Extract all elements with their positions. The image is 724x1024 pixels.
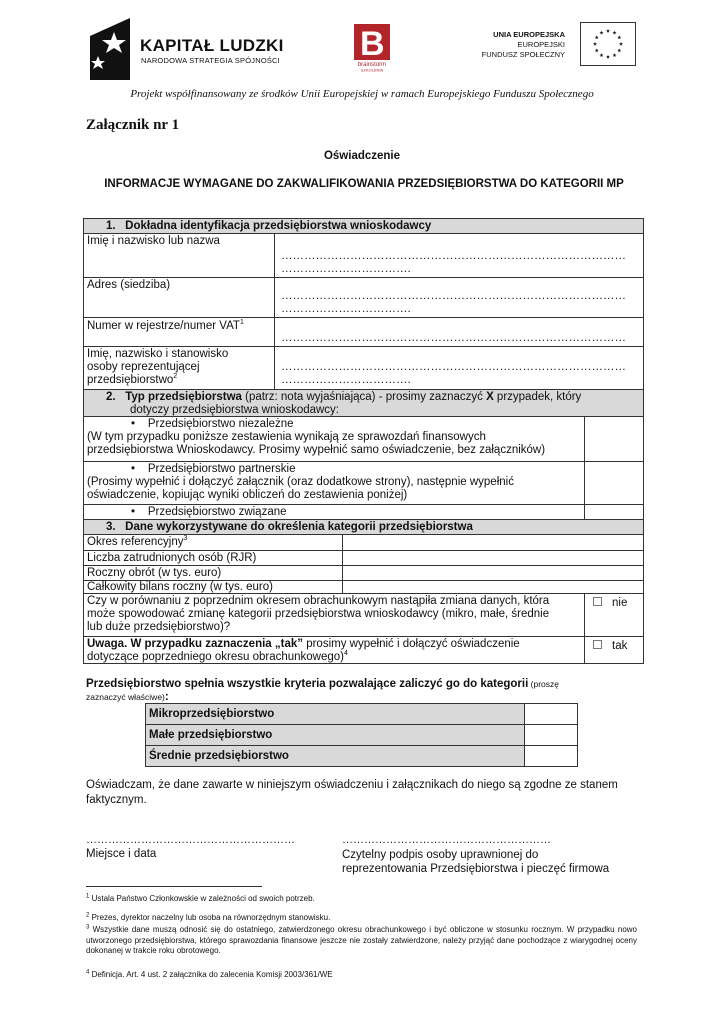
section2-title: 2. Typ przedsiębiorstwa (patrz: nota wyjaśniająca) - prosimy zaznaczyć X przypadek, który dotyczy przedsiębiorstwa wnioskodawcy:	[106, 391, 582, 416]
data-row-period	[84, 535, 643, 551]
enterprise-form-table	[83, 218, 644, 664]
brand-subtitle: NARODOWA STRATEGIA SPÓJNOŚCI	[141, 56, 280, 65]
eu-label	[440, 30, 565, 60]
vat-label	[84, 318, 274, 346]
rep-footnote-ref: 2	[173, 373, 178, 381]
address-label: Adres (siedziba)	[87, 279, 171, 291]
brand-title: KAPITAŁ LUDZKI	[140, 36, 284, 55]
name-field[interactable]: ……………………………………………………………………………… …………………………….	[274, 234, 643, 277]
place-date-line[interactable]: …………………………………………………	[86, 834, 295, 846]
vat-field[interactable]: ………………………………………………………………………………	[274, 318, 643, 346]
data-row-employees	[84, 551, 643, 566]
option-linked-checkbox[interactable]	[584, 505, 643, 519]
option-independent-text: • Przedsiębiorstwo niezależne (W tym przypadku poniższe zestawienia wynikają ze sprawozdań finansowych przedsiębiorstwa Wnioskodawcy. Prosimy wypełnić samo oświadczenie, bez załączników)	[87, 418, 546, 456]
vat-footnote-ref: 1	[239, 319, 244, 327]
option-independent-checkbox[interactable]	[584, 417, 643, 461]
partner-name: brainstorm	[357, 62, 387, 68]
data-row-turnover	[84, 566, 643, 581]
name-row	[84, 234, 643, 278]
declaration-text: Oświadczam, że dane zawarte w niniejszym oświadczeniu i załącznikach do niego są zgodne ze stanem faktycznym.	[86, 779, 618, 806]
data-row-label: Całkowity bilans roczny (w tys. euro)	[87, 581, 273, 593]
data-row-value[interactable]	[342, 581, 643, 593]
data-row-label: Roczny obrót (w tys. euro)	[87, 567, 222, 579]
section3-header	[84, 520, 643, 535]
option-linked-row	[84, 505, 643, 520]
option-partner-row	[84, 462, 643, 505]
data-row-value[interactable]	[342, 566, 643, 580]
answer-no[interactable]: nie	[584, 594, 643, 636]
eu-flag-icon	[580, 22, 636, 66]
section1-header	[84, 219, 643, 234]
data-row-label: Okres referencyjny$^3$	[87, 535, 188, 548]
category-row-small[interactable]: Małe przedsiębiorstwo	[146, 725, 577, 746]
note-row	[84, 637, 643, 663]
address-row	[84, 278, 643, 318]
option-partner-text: • Przedsiębiorstwo partnerskie (Prosimy wypełnić i dołączyć załącznik (oraz dodatkowe strony), następnie wypełnić oświadczenie, kopiując wyniki obliczeń do zestawienia poniżej)	[87, 463, 514, 501]
category-row-micro[interactable]: Mikroprzedsiębiorstwo	[146, 704, 577, 725]
eu-line2: EUROPEJSKI	[517, 40, 565, 49]
category-table	[145, 703, 578, 767]
name-label: Imię i nazwisko lub nazwa	[87, 235, 220, 247]
section2-header	[84, 390, 643, 417]
change-question-row	[84, 594, 643, 637]
data-row-value[interactable]	[342, 551, 643, 565]
representative-row	[84, 347, 643, 390]
footnote-1: $^1$ Ustala Państwo Członkowskie w zależności od swoich potrzeb.	[86, 893, 315, 903]
data-row-balance	[84, 581, 643, 594]
signature-line[interactable]: …………………………………………………	[342, 834, 551, 846]
representative-label: Imię, nazwisko i stanowisko osoby reprezentującej przedsiębiorstwo$^2$	[87, 348, 229, 386]
checkbox-yes-icon[interactable]	[593, 640, 602, 649]
vat-row	[84, 318, 643, 347]
partner-tagline: SZKOLENIA	[360, 67, 384, 72]
answer-yes[interactable]: tak	[584, 637, 643, 663]
representative-field[interactable]: ……………………………………………………………………………… …………………………….	[274, 347, 643, 389]
section3-title: 3. Dane wykorzystywane do określenia kategorii przedsiębiorstwa	[106, 521, 473, 533]
option-independent-row	[84, 417, 643, 462]
footnote-4: $^4$ Definicja. Art. 4 ust. 2 załącznika do zalecenia Komisji 2003/361/WE	[86, 969, 333, 979]
category-row-medium[interactable]: Średnie przedsiębiorstwo	[146, 746, 577, 766]
footnote-2: $^2$ Prezes, dyrektor naczelny lub osoba na równorzędnym stanowisku.	[86, 912, 331, 922]
svg-text:B: B	[360, 25, 385, 63]
place-date-label: Miejsce i data	[86, 848, 157, 860]
brainstorm-logo	[354, 24, 390, 72]
checkbox-no-icon[interactable]	[593, 597, 602, 606]
signature-label: Czytelny podpis osoby uprawnionej do reprezentowania Przedsiębiorstwa i pieczęć firmowa	[342, 849, 610, 875]
category-criteria-text: Przedsiębiorstwo spełnia wszystkie kryteria pozwalające zaliczyć go do kategorii (proszę zaznaczyć właściwe):	[86, 678, 559, 703]
address-field[interactable]: ……………………………………………………………………………… …………………………….	[274, 278, 643, 317]
statement-title: Oświadczenie	[323, 150, 401, 162]
kapital-ludzki-logo	[90, 18, 130, 80]
eu-line1: UNIA EUROPEJSKA	[493, 30, 565, 39]
vat-label-text: Numer w rejestrze/numer VAT	[87, 320, 240, 332]
section1-title: 1. Dokładna identyfikacja przedsiębiorstwa wnioskodawcy	[106, 220, 432, 232]
data-row-label: Liczba zatrudnionych osób (RJR)	[87, 552, 257, 564]
eu-line3: FUNDUSZ SPOŁECZNY	[481, 50, 565, 59]
note-text: Uwaga. W przypadku zaznaczenia „tak” prosimy wypełnić i dołączyć oświadczenie dotyczące poprzedniego okresu obrachunkowego)$^4$	[87, 638, 520, 663]
option-partner-checkbox[interactable]	[584, 462, 643, 504]
footnote-3: $^3$ Wszystkie dane muszą odnosić się do ostatniego, zatwierdzonego okresu obrachunkowego i być obliczone w stosunku rocznym. W przypadku nowo utworzonego przedsiębiorstwa, którego sprawozdania finansowe jeszcze nie zostały zatwierdzone, należy przyjąć dane pochodzące z wiarygodnej oceny dokonanej w trakcie roku obrotowego.	[86, 924, 637, 955]
info-title: INFORMACJE WYMAGANE DO ZAKWALIFIKOWANIA PRZEDSIĘBIORSTWA DO KATEGORII MP	[104, 178, 624, 190]
annex-title: Załącznik nr 1	[86, 117, 180, 133]
change-question-text: Czy w porównaniu z poprzednim okresem obrachunkowym nastąpiła zmiana danych, która może spowodować zmianę kategorii przedsiębiorstwa wnioskodawcy (mikro, małe, średnie lub duże przedsiębiorstwo)?	[87, 595, 550, 633]
data-row-value[interactable]	[342, 535, 643, 550]
footnote-divider	[86, 886, 262, 887]
option-linked-text: • Przedsiębiorstwo związane	[131, 506, 287, 518]
project-cofinancing-line: Projekt współfinansowany ze środków Unii Europejskiej w ramach Europejskiego Funduszu Społecznego	[130, 88, 594, 100]
